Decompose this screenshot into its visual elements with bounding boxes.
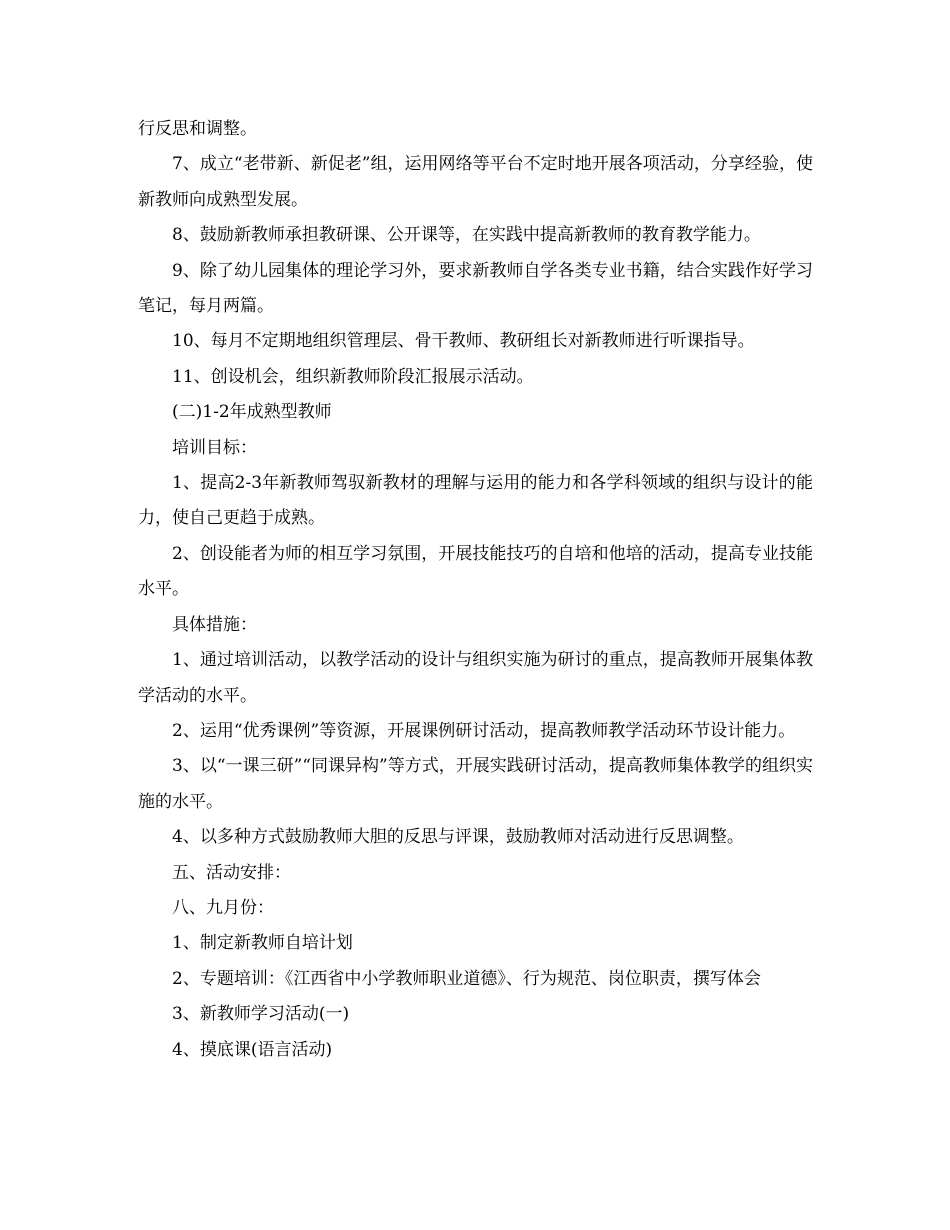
schedule-item-4: 4、摸底课(语言活动) <box>172 1039 333 1060</box>
goal-item-2: 2、创设能者为师的相互学习氛围，开展技能技巧的自培和他培的活动，提高专业技能水平。 <box>138 543 813 600</box>
paragraph-item-10: 10、每月不定期地组织管理层、骨干教师、教研组长对新教师进行听课指导。 <box>172 331 755 352</box>
subheading-measures: 具体措施： <box>172 614 257 635</box>
measure-item-2: 2、运用“优秀课例”等资源，开展课例研讨活动，提高教师教学活动环节设计能力。 <box>172 720 796 741</box>
document-body <box>138 112 813 1068</box>
measure-item-3: 3、以“一课三研”“同课异构”等方式，开展实践研讨活动，提高教师集体教学的组织实施的水平。 <box>138 756 813 812</box>
paragraph-item-7: 7、成立“老带新、新促老”组，运用网络等平台不定时地开展各项活动，分享经验，使新教师向成熟型发展。 <box>138 154 813 210</box>
section-heading-activity-schedule: 五、活动安排： <box>172 862 291 883</box>
measure-item-1: 1、通过培训活动，以教学活动的设计与组织实施为研讨的重点，提高教师开展集体教学活动的水平。 <box>138 650 813 706</box>
schedule-item-1: 1、制定新教师自培计划 <box>172 933 353 954</box>
subheading-training-goals: 培训目标： <box>172 437 257 458</box>
paragraph-continuation: 行反思和调整。 <box>138 119 257 139</box>
paragraph-item-9: 9、除了幼儿园集体的理论学习外，要求新教师自学各类专业书籍，结合实践作好学习笔记，每月两篇。 <box>138 260 813 317</box>
section-heading-mature-teachers: (二)1-2年成熟型教师 <box>172 402 332 423</box>
schedule-item-2: 2、专题培训：《江西省中小学教师职业道德》、行为规范、岗位职责，撰写体会 <box>172 968 761 989</box>
schedule-item-3: 3、新教师学习活动(一) <box>172 1004 350 1025</box>
paragraph-item-8: 8、鼓励新教师承担教研课、公开课等，在实践中提高新教师的教育教学能力。 <box>172 225 761 246</box>
paragraph-item-11: 11、创设机会，组织新教师阶段汇报展示活动。 <box>172 366 534 387</box>
subheading-aug-sep: 八、九月份： <box>172 897 274 918</box>
goal-item-1: 1、提高2-3年新教师驾驭新教材的理解与运用的能力和各学科领域的组织与设计的能力，使自己更趋于成熟。 <box>138 473 813 529</box>
measure-item-4: 4、以多种方式鼓励教师大胆的反思与评课，鼓励教师对活动进行反思调整。 <box>172 827 744 848</box>
